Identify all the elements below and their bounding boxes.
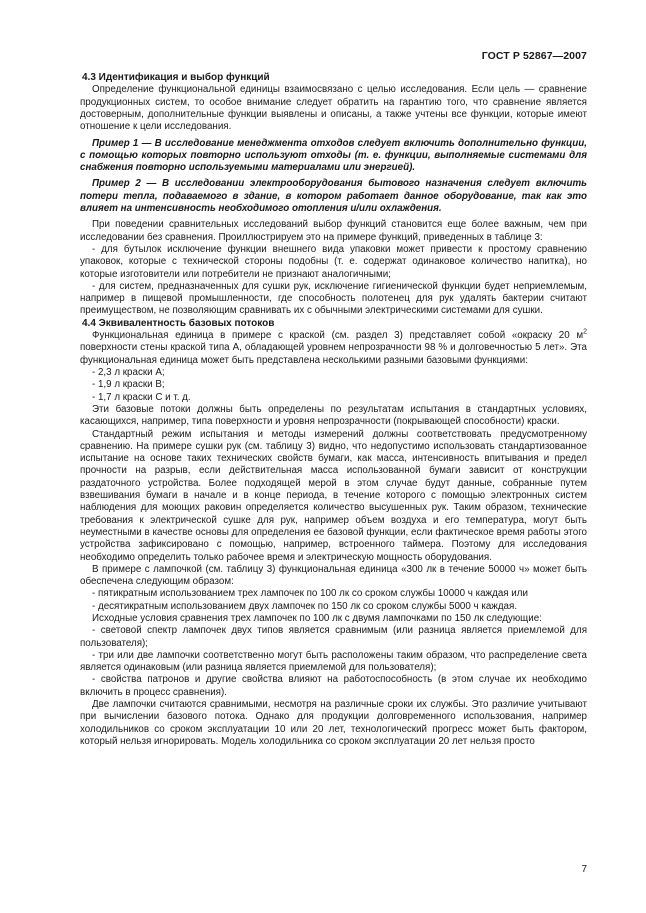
flow-item-paint-a: - 2,3 л краски А; xyxy=(92,367,165,379)
paint-paragraph-start: Функциональная единица в примере с краской (см. раздел 3) представляет собой «окраску 20 м xyxy=(92,330,584,342)
document-header: ГОСТ Р 52867—2007 xyxy=(481,50,587,62)
section-4-4-paragraph-4: В примере с лампочкой (см. таблицу 3) функциональная единица «300 лк в течение 50000 ч» может быть обеспечена следующим образом: xyxy=(80,563,587,588)
lamp-option-1: - пятикратным использованием трех лампочек по 100 лк со сроком службы 10000 ч каждая или xyxy=(92,588,528,600)
flow-item-paint-b: - 1,9 л краски В; xyxy=(92,379,165,391)
section-4-3-title: 4.3 Идентификация и выбор функций xyxy=(82,72,270,83)
square-metre-superscript: 2 xyxy=(583,328,587,336)
list-item-bottles: - для бутылок исключение функции внешнего вида упаковки может привести к простому сравнению упаковок, которые с технической стороны подобны (т. е. содержат одинаковое количество напитка), но которые изготовители или потребители не признают аналогичными; xyxy=(80,243,587,280)
paint-paragraph-end: поверхности стены краской типа А, обладающей уровнем непрозрачности 98 % и долговечностью 5 лет». Эта функциональная единица может быть представлена несколькими разными базовыми функциями: xyxy=(80,342,587,366)
example-2: Пример 2 — В исследовании электрооборудования бытового назначения следует включить потери тепла, подаваемого в здание, в котором работает данное оборудование, так как это влияет на интенсивность необходимого отопления и/или охлаждения. xyxy=(80,178,587,215)
section-4-4-title: 4.4 Эквивалентность базовых потоков xyxy=(82,317,275,329)
section-4-4-paragraph-5: Исходные условия сравнения трех лампочек по 100 лк с двумя лампочками по 150 лк следующие: xyxy=(92,612,542,624)
section-4-4-paragraph-6: Две лампочки считаются сравнимыми, несмотря на различные сроки их службы. Это различие учитывают при вычислении базового потока. Однако для продукции долговременного использования, например холодильников со сроком эксплуатации 10 или 20 лет, технологический прогресс может быть фактором, который нельзя игнорировать. Модель холодильника со сроком эксплуатации 20 лет нельзя просто xyxy=(80,699,587,747)
page-number: 7 xyxy=(581,864,587,875)
flow-item-paint-c: - 1,7 л краски С и т. д. xyxy=(92,391,191,403)
section-4-4-paragraph-2: Эти базовые потоки должны быть определены по результатам испытания в стандартных условиях, касающихся, например, типа поверхности и уровня непрозрачности (покрывающей способности) краски. xyxy=(80,403,587,428)
section-4-3-paragraph-2: При поведении сравнительных исследований выбор функций становится еще более важным, чем при исследовании без сравнения. Проиллюстрируем это на примере функций, приведенных в таблице 3: xyxy=(80,219,587,243)
condition-sockets: - свойства патронов и другие свойства влияют на работоспособность (в этом случае их необходимо включить в процесс сравнения). xyxy=(80,674,587,698)
section-4-3-paragraph-1: Определение функциональной единицы взаимосвязано с целью исследования. Если цель — сравнение продукционных систем, то особое внимание следует обратить на гарантию того, что сравнение является достоверным, дополнительные функции выявлены и описаны, а также учтены все функции, которые имеют отношение к цели исследования. xyxy=(80,84,587,133)
list-item-hand-drying: - для систем, предназначенных для сушки рук, исключение гигиенической функции будет неприемлемым, например в пищевой промышленности, где способность полотенец для рук удалять бактерии считают преимуществом, не позволяющим сравнивать их с обычными электрическими системами для сушки. xyxy=(80,280,587,317)
example-1: Пример 1 — В исследование менеджмента отходов следует включить дополнительно функции, с помощью которых повторно используют отходы (т. е. функции, выполняемые системами для снабжения повторно используемыми материалами или энергией). xyxy=(80,137,587,174)
lamp-option-2: - десятикратным использованием двух лампочек по 150 лк со сроком службы 5000 ч каждая. xyxy=(92,600,518,612)
section-4-4-paragraph-3: Стандартный режим испытания и методы измерений должны соответствовать предусмотренному сравнению. На примере сушки рук (см. таблицу 3) видно, что недопустимо использовать стандартизованное испытание на основе таких технических свойств бумаги, как масса, интенсивность впитывания и предел прочности на разрыв, если действительная масса использованной бумаги зависит от конструкции раздаточного устройства. Более подходящей мерой в этом случае будут данные, собранные путем взвешивания бумаги в начале и в конце периода, в течение которого с помощью электронных систем наблюдения для моющих раковин определяется количество высушенных рук. Таким образом, технические требования к электрической сушке для рук, например объем воздуха и его температура, могут быть неуместными в качестве основы для определения ее базовой функции, если фактическое время работы этого устройства зафиксировано с помощью, например, встроенного таймера. Поэтому для исследования необходимо определить только рабочее время и электрическую мощность оборудования. xyxy=(80,428,587,563)
section-4-4-paragraph-1 xyxy=(80,330,587,367)
condition-distribution: - три или две лампочки соответственно могут быть расположены таким образом, что распределение света является одинаковым (или разница является приемлемой для пользователя); xyxy=(80,649,587,674)
document-body xyxy=(80,72,587,748)
condition-spectrum: - световой спектр лампочек двух типов является сравнимым (или разница является приемлемой для пользователя); xyxy=(80,625,587,649)
